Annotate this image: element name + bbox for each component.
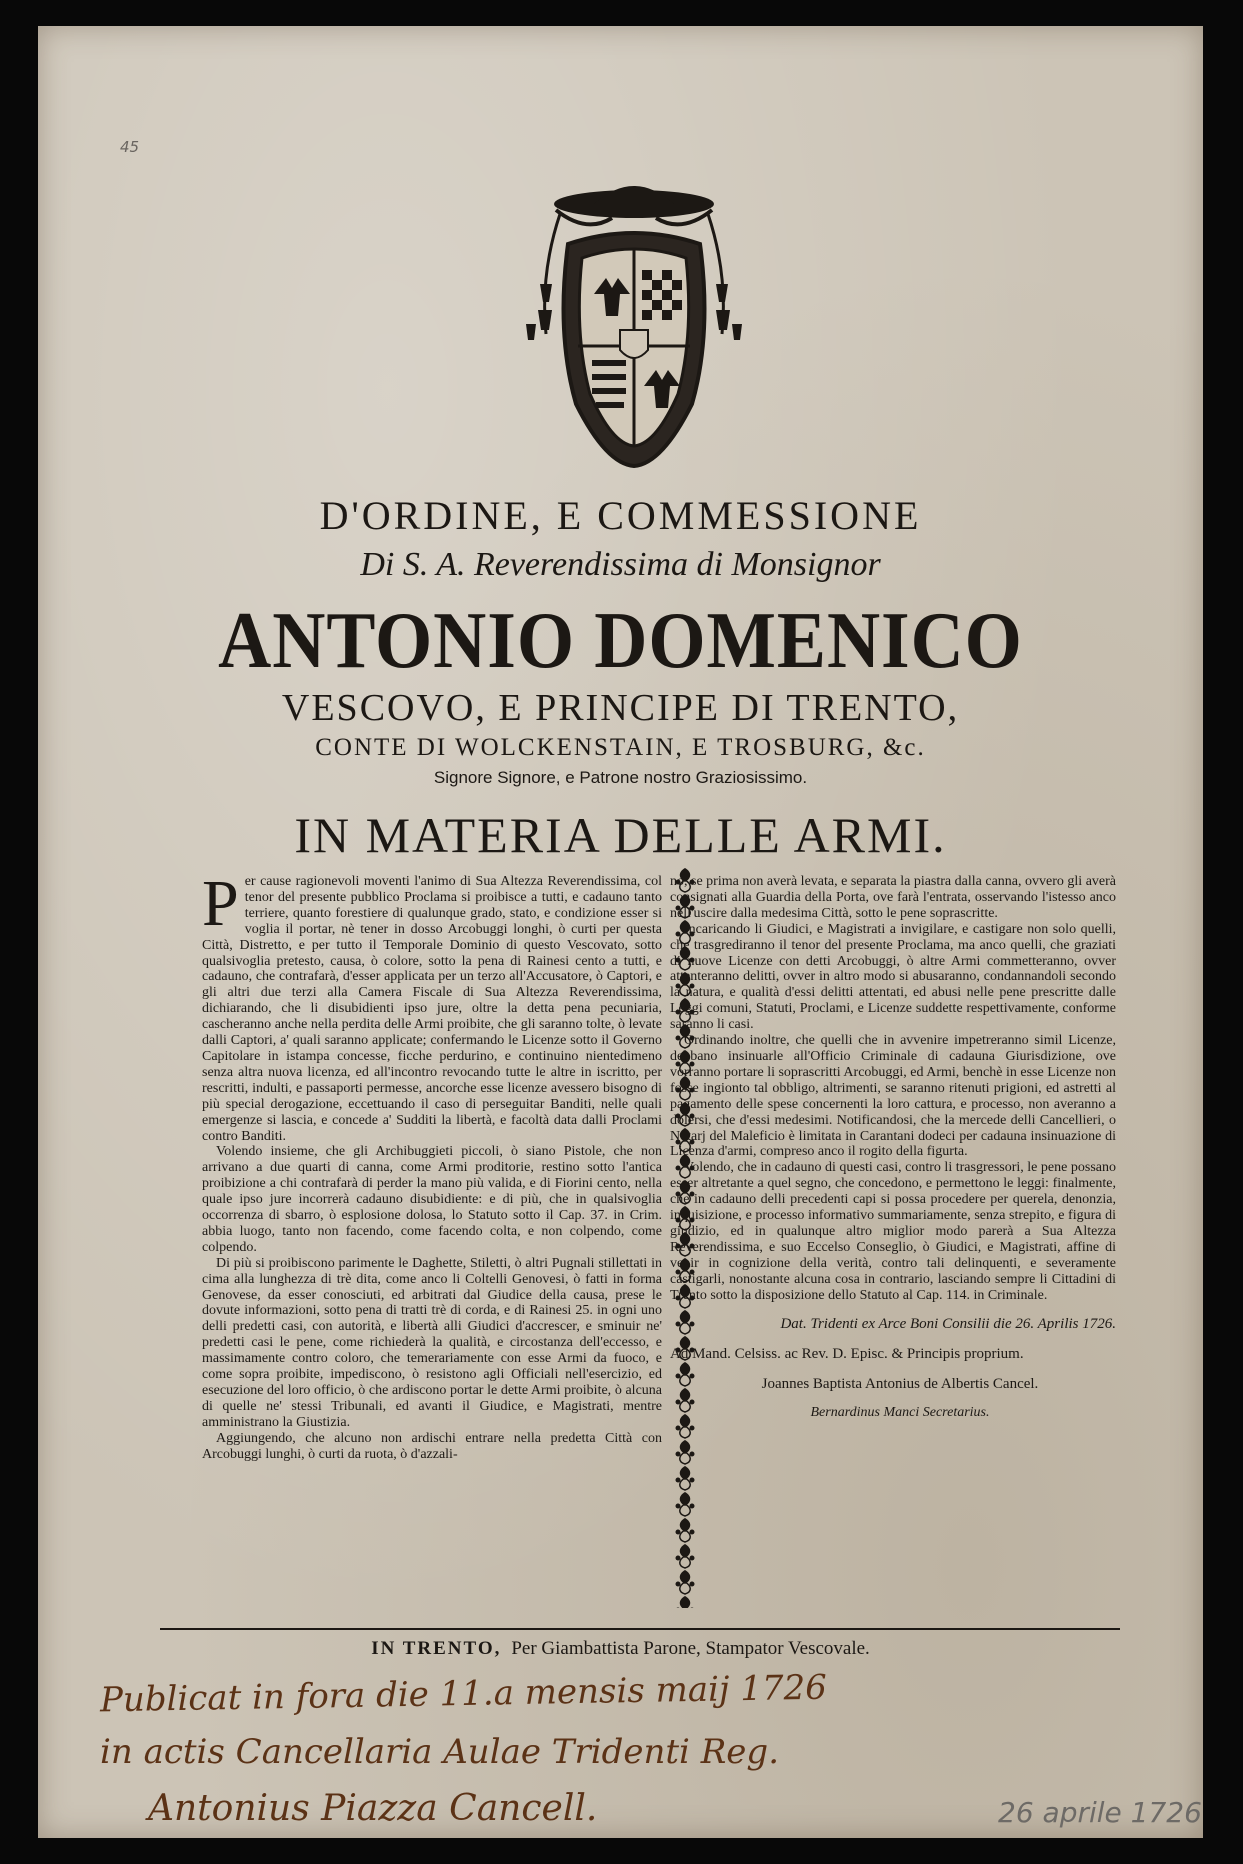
paragraph: Incaricando li Giudici, e Magistrati a invigilare, e castigare non solo quelli, che trasgrediranno il tenor del presente Proclama, ma anco quelli, che graziati di nuove Licenze con detti Arcobuggi, ò altre Armi commetteranno, ovver attenteranno delitti, ovver in altro modo si abusaranno, condannandoli secondo la natura, e qualità d'essi delitti attentati, ed abusi nelle pene prescritte dalle Leggi comuni, Statuti, Proclami, e Licenze suddette respettivamente, conforme saranno li casi. — [670, 921, 1116, 1033]
chancellor-signature: Joannes Baptista Antonius de Albertis Cancel. — [761, 1376, 1039, 1393]
paragraph: Volendo insieme, che gli Archibuggieti piccoli, ò siano Pistole, che non arrivano a due quarti di canna, come Armi proditorie, restino sotto l'antica proibizione a chi contrafarà di perder la mano più valida, e di Fiorini cento, nella quale ipso jure incorrerà cadauno disubidiente: e di più, che in qualsivoglia occorrenza di sbarro, ò esplosione dolosa, lo Statuto sotto il Cap. 37. in Crim. abbia luogo, tanto non facendo, come facendo colta, e non colpendo, come colpendo. — [202, 1144, 662, 1255]
ornament-unit — [676, 1570, 695, 1594]
paragraph: er cause ragionevoli moventi l'animo di Sua Altezza Reverendissima, col tenor del presente pubblico Proclama si proibisce a tutti, e cadauno tanto terriere, quanto forestiere di qualunque grado, stato, e condizione esser si voglia il portar, nè tener in dosso Arcobuggi longhi, ò curti per questa Città, Distretto, e per tutto il Temporale Dominio di questo Vescovato, sotto qualsivoglia pretesto, causa, ò colore, sotto la pena di Rainesi cento a tutti, e cadauno, che contrafarà, d'esser applicata per un terzo all'Accusatore, ò Captori, e gli altri due terzi alla Camera Fiscale di Sua Altezza Reverendissima, dichiarando, che li disubidienti ipso jure, oltre la detta pena pecuniaria, cascheranno anche nella perdita delle Armi proibite, che gli saranno tolte, ò levate dalli Captori, a' quali saranno applicate; confermando le Licenze sotto il Governo Capitolare in istampa concesse, ficche perdurino, e continuino nientedimeno senza altra nuova licenza, ed all'incontro revocando tutte le altre in iscritto, per rescritti, indulti, e passaporti permesse, ancorche esse licenze avessero bisogno di più special derogazione, eccettuando il caso di perseguitar Banditi, nelle quali emergenze si lascia, e concede a' Sudditi la libertà, e facoltà data dalli Proclami contro Banditi. — [202, 874, 662, 1144]
ornament-unit — [676, 1518, 695, 1542]
ornament-unit — [676, 1440, 695, 1464]
heading-reverend: Di S. A. Reverendissima di Monsignor — [360, 546, 881, 583]
heading-bishop: VESCOVO, E PRINCIPE DI TRENTO, — [281, 687, 960, 729]
secretary-signature: Bernardinus Manci Secretarius. — [810, 1405, 990, 1421]
coat-of-arms-icon — [516, 174, 752, 470]
text-column-left — [202, 867, 662, 1463]
ornament-unit — [676, 1596, 695, 1608]
pencil-page-number: 45 — [120, 138, 140, 156]
paragraph: Volendo, che in cadauno di questi casi, contro li trasgressori, le pene possano esser altretante a quel segno, che concedono, e permettono le leggi: finalmente, che in cadauno delli precedenti capi si possa procedere per querela, denonzia, inquisizione, e processo informativo summariamente, senza strepito, e figura di giudizio, ed in qualunque altro miglior modo parerà a Sua Altezza Reverendissima, e suo Eccelso Conseglio, ò Giudici, e Magistrati, affine di venir in cognizione della verità, contro tali delinquenti, e severamente castigarli, nonostante alcuna cosa in contrario, lasciando sempre li Cittadini di Trento sotto la disposizione dello Statuto al Cap. 114. in Criminale. — [670, 1160, 1116, 1303]
text-column-right — [670, 874, 1116, 1421]
ornament-unit — [676, 1492, 695, 1516]
proclamation-title: IN MATERIA DELLE ARMI. — [294, 807, 947, 863]
paragraph: Aggiungendo, che alcuno non ardischi entrare nella predetta Città con Arcobuggi lunghi, ò curti da ruota, ò d'azzali- — [202, 1430, 662, 1462]
broadside-sheet — [38, 26, 1203, 1838]
heading-count: CONTE DI WOLCKENSTAIN, E TROSBURG, &c. — [315, 734, 926, 761]
manuscript-note-line-2: in actis Cancellaria Aulae Tridenti Reg. — [100, 1732, 780, 1772]
ornament-unit — [676, 1544, 695, 1568]
imprint-printer: Per Giambattista Parone, Stampator Vescovale. — [511, 1638, 870, 1659]
printer-imprint — [38, 1638, 1203, 1660]
paragraph: Di più si proibiscono parimente le Daghette, Stiletti, ò altri Pugnali stillettati in cima alla lunghezza di trè dita, come anco li Coltelli Genovesi, ò fatti in forma Genovese, da esser conosciuti, ed arbitrati dal Giudice della causa, prese le dovute informazioni, sotto pena di tratti trè di corda, e di Rainesi 25. in ogni uno delli predetti casi, con autorità, e libertà alli Giudici d'accrescer, e sminuir ne' predetti casi le pene, come richiederà la qualità, e circostanza dell'eccesso, e massimamente contro coloro, che temerariamente con esse Armi da fuoco, e come sopra proibite, impediscono, ò resistono agli Officiali nell'esercizio, ed esecuzione del loro officio, ò che ardiscono portar le dette Armi proibite, ò alcuna di quelle ne' stessi Tribunali, ed avanti il Giudice, e Magistrati, mentre amministrano la Giustizia. — [202, 1255, 662, 1430]
heading-patron: Signore Signore, e Patrone nostro Graziosissimo. — [433, 768, 808, 787]
imprint-city: IN TRENTO, — [371, 1638, 502, 1659]
ornament-unit — [676, 1466, 695, 1490]
paragraph: no, se prima non averà levata, e separata la piastra dalla canna, ovvero gli averà consignati alla Guardia della Porta, ove farà l'entrata, osservando l'istesso anco nell'uscire dalla medesima Città, sotto le pene soprascritte. — [670, 874, 1116, 921]
heading-name: ANTONIO DOMENICO — [218, 597, 1023, 685]
divider-rule — [160, 1628, 1120, 1630]
paragraph: Ordinando inoltre, che quelli che in avvenire impetreranno simil Licenze, debbano insinuarle all'Officio Criminale di cadauna Giurisdizione, ove vorranno portare li soprascritti Arcobuggi, ed Armi, benchè in esse Licenze non fosse ingionto tal obbligo, altrimenti, se saranno ritenuti prigioni, ed astretti al pagamento delle spese concernenti la loro cattura, e processo, non averanno a dolersi, che d'essi medesimi. Notificandosi, che la mercede delli Cancellieri, o Notarj del Maleficio è limitata in Carantani dodeci per cadauna insinuazione di Licenza d'armi, compreso anco il rogito della figurta. — [670, 1033, 1116, 1160]
heading-order: D'ORDINE, E COMMESSIONE — [319, 493, 922, 538]
manuscript-note-line-1: Publicat in fora die 11.a mensis maij 1726 — [99, 1667, 828, 1721]
pencil-date-note: 26 aprile 1726 — [998, 1796, 1202, 1829]
mandate-line: Ad Mand. Celsiss. ac Rev. D. Episc. & Principis proprium. — [670, 1346, 1024, 1363]
date-line: Dat. Tridenti ex Arce Boni Consilii die 26. Aprilis 1726. — [780, 1316, 1116, 1333]
manuscript-note-line-3: Antonius Piazza Cancell. — [148, 1788, 598, 1829]
drop-cap: P — [202, 867, 239, 940]
